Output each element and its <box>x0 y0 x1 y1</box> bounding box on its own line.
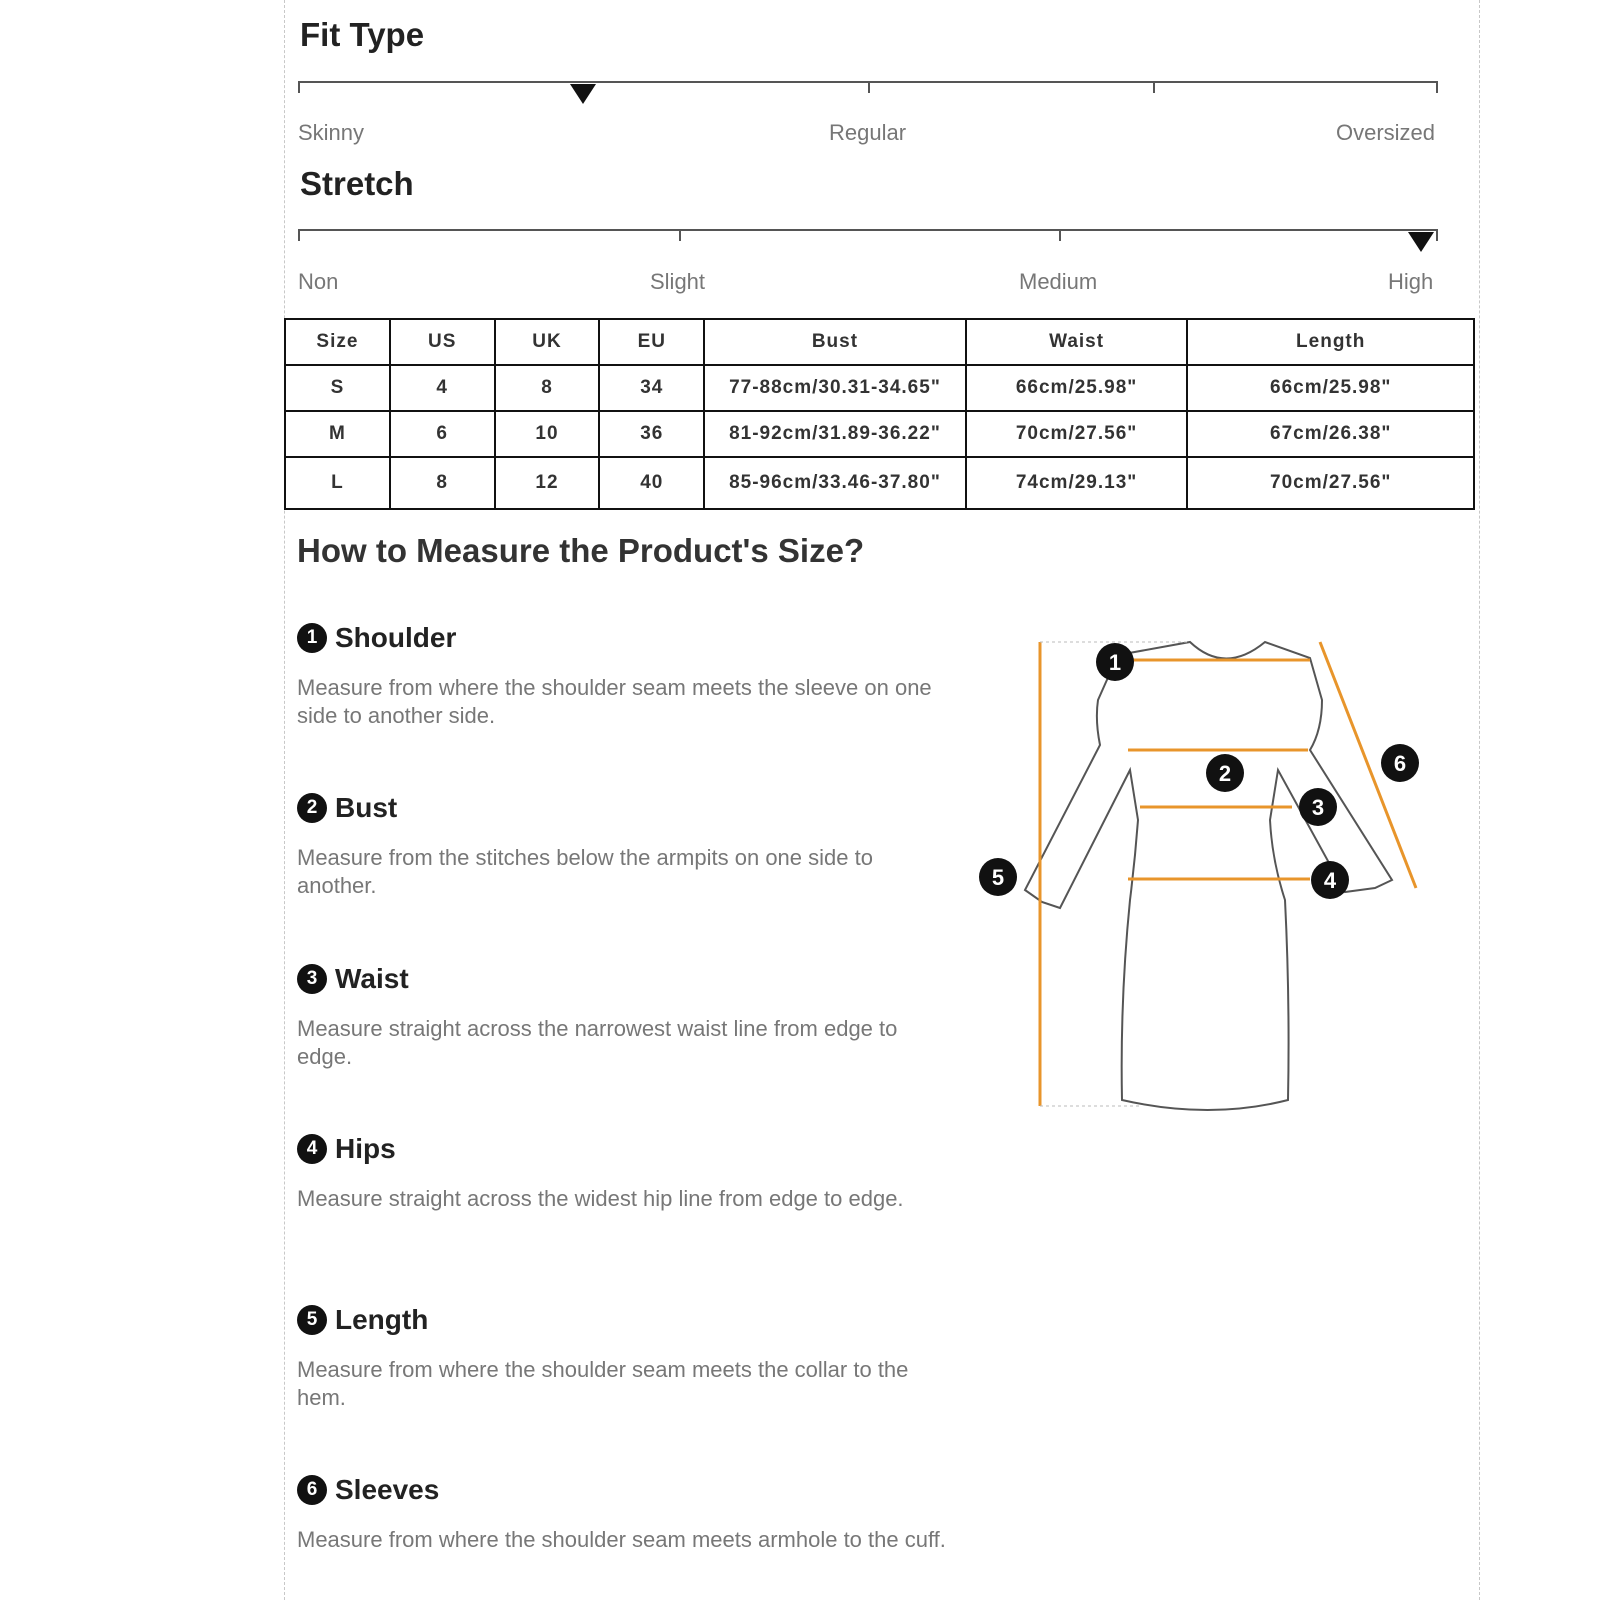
header-bust: Bust <box>704 319 966 365</box>
marker-5: 5 <box>991 865 1005 890</box>
how-to-measure-title: How to Measure the Product's Size? <box>297 532 865 569</box>
measure-desc: Measure from where the shoulder seam meets the collar to the hem. <box>297 1357 909 1410</box>
stretch-tick <box>679 229 681 241</box>
stretch-label-high: High <box>1388 269 1434 294</box>
marker-4: 4 <box>1323 868 1337 893</box>
table-cell: 66cm/25.98" <box>966 365 1188 411</box>
fit-type-tick <box>1153 81 1155 93</box>
fit-label-oversized: Oversized <box>1336 120 1436 145</box>
size-table <box>284 318 1475 510</box>
diagram-markers <box>979 643 1419 899</box>
table-row <box>285 411 1474 457</box>
dress-diagram <box>970 620 1430 1120</box>
table-row <box>285 365 1474 411</box>
measure-name: Sleeves <box>335 1474 440 1505</box>
fit-type-tick <box>298 81 300 93</box>
measure-item-sleeves <box>297 1472 947 1554</box>
measure-desc: Measure from where the shoulder seam meets armhole to the cuff. <box>297 1527 946 1552</box>
table-cell: 8 <box>495 365 600 411</box>
measure-desc: Measure straight across the narrowest waist line from edge to edge. <box>297 1016 898 1069</box>
table-cell: S <box>285 365 390 411</box>
fit-type-tick <box>868 81 870 93</box>
measure-desc: Measure from the stitches below the armpits on one side to another. <box>297 845 873 898</box>
guide-lines <box>1040 642 1190 1106</box>
table-cell: 66cm/25.98" <box>1187 365 1474 411</box>
stretch-tick <box>1436 229 1438 241</box>
measure-name: Shoulder <box>335 622 457 653</box>
header-waist: Waist <box>966 319 1188 365</box>
table-cell: 12 <box>495 457 600 509</box>
header-eu: EU <box>599 319 704 365</box>
stretch-tick <box>298 229 300 241</box>
stretch-label-non: Non <box>298 269 339 294</box>
table-cell: 4 <box>390 365 495 411</box>
measure-desc: Measure straight across the widest hip line from edge to edge. <box>297 1186 904 1211</box>
measure-item-waist <box>297 961 947 1071</box>
table-cell: 8 <box>390 457 495 509</box>
marker-3: 3 <box>1311 795 1325 820</box>
table-cell: 67cm/26.38" <box>1187 411 1474 457</box>
stretch-label-medium: Medium <box>1019 269 1098 294</box>
table-cell: 70cm/27.56" <box>966 411 1188 457</box>
table-cell: 34 <box>599 365 704 411</box>
header-uk: UK <box>495 319 600 365</box>
table-cell: 10 <box>495 411 600 457</box>
fit-label-regular: Regular <box>829 120 907 145</box>
number-5-icon: 5 <box>297 1305 327 1335</box>
table-cell: 85-96cm/33.46-37.80" <box>704 457 966 509</box>
measure-item-hips <box>297 1131 947 1213</box>
measure-item-length <box>297 1302 947 1412</box>
number-3-icon: 3 <box>297 964 327 994</box>
fit-type-title: Fit Type <box>300 16 425 53</box>
stretch-scale-line <box>298 229 1438 231</box>
table-header-row <box>285 319 1474 365</box>
number-2-icon: 2 <box>297 793 327 823</box>
measure-item-shoulder <box>297 620 947 730</box>
measure-item-bust <box>297 790 947 900</box>
measure-desc: Measure from where the shoulder seam meets the sleeve on one side to another side. <box>297 675 932 728</box>
table-cell: M <box>285 411 390 457</box>
measure-name: Hips <box>335 1133 396 1164</box>
header-size: Size <box>285 319 390 365</box>
stretch-title: Stretch <box>300 165 414 202</box>
stretch-tick <box>1059 229 1061 241</box>
table-cell: 6 <box>390 411 495 457</box>
number-6-icon: 6 <box>297 1475 327 1505</box>
fit-type-tick <box>1436 81 1438 93</box>
marker-6: 6 <box>1393 751 1407 776</box>
measure-name: Waist <box>335 963 409 994</box>
header-us: US <box>390 319 495 365</box>
table-cell: 70cm/27.56" <box>1187 457 1474 509</box>
fit-label-skinny: Skinny <box>298 120 365 145</box>
measure-name: Length <box>335 1304 429 1335</box>
marker-2: 2 <box>1218 761 1232 786</box>
marker-1: 1 <box>1108 650 1122 675</box>
table-cell: 40 <box>599 457 704 509</box>
table-cell: 36 <box>599 411 704 457</box>
stretch-label-slight: Slight <box>650 269 706 294</box>
number-4-icon: 4 <box>297 1134 327 1164</box>
header-length: Length <box>1187 319 1474 365</box>
table-cell: 77-88cm/30.31-34.65" <box>704 365 966 411</box>
table-cell: 74cm/29.13" <box>966 457 1188 509</box>
number-1-icon: 1 <box>297 623 327 653</box>
table-row <box>285 457 1474 509</box>
table-cell: 81-92cm/31.89-36.22" <box>704 411 966 457</box>
fit-type-pointer <box>570 84 596 104</box>
table-cell: L <box>285 457 390 509</box>
measure-name: Bust <box>335 792 398 823</box>
stretch-pointer <box>1408 232 1434 252</box>
